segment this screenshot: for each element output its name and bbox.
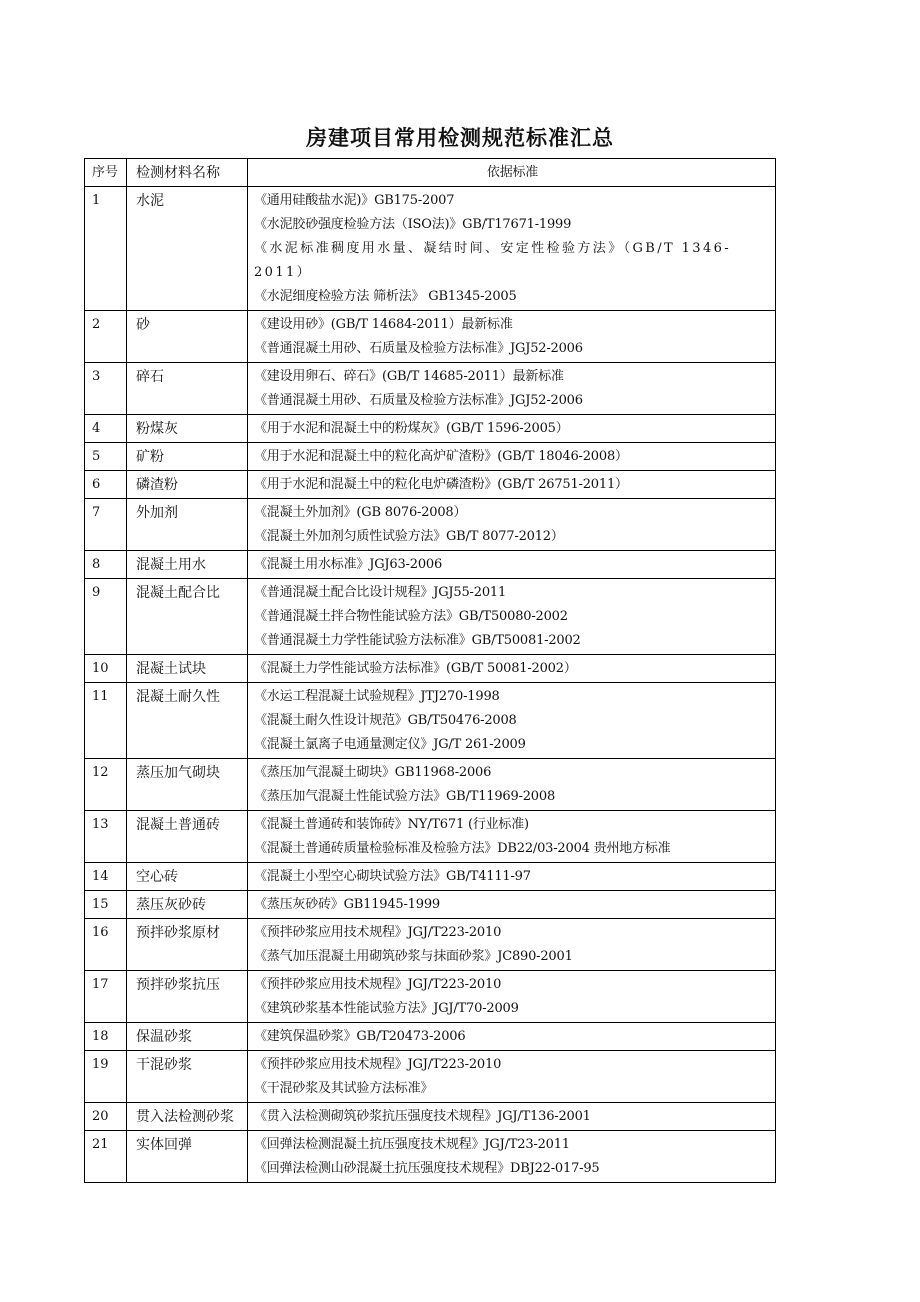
material-name: 干混砂浆: [127, 1051, 248, 1103]
material-name: 蒸压加气砌块: [127, 759, 248, 811]
table-row: [85, 655, 776, 683]
standard-item: 《回弹法检测混凝土抗压强度技术规程》JGJ/T23-2011: [254, 1137, 570, 1152]
standard-list: [248, 1131, 776, 1183]
material-name: 混凝土配合比: [127, 579, 248, 655]
table-row: [85, 683, 776, 759]
standard-item: 《建设用卵石、碎石》(GB/T 14685-2011）最新标准: [254, 369, 564, 384]
standard-item: 《混凝土外加剂》(GB 8076-2008）: [254, 505, 467, 520]
table-row: [85, 811, 776, 863]
standard-item: 《蒸气加压混凝土用砌筑砂浆与抹面砂浆》JC890-2001: [254, 949, 573, 964]
row-number: 1: [85, 187, 127, 311]
row-number: 13: [85, 811, 127, 863]
standard-item: 《普通混凝土配合比设计规程》JGJ55-2011: [254, 585, 507, 600]
standard-item: 《混凝土耐久性设计规范》GB/T50476-2008: [254, 713, 517, 728]
standard-item: 《混凝土外加剂匀质性试验方法》GB/T 8077-2012）: [254, 529, 564, 544]
standard-item: 《预拌砂浆应用技术规程》JGJ/T223-2010: [254, 925, 502, 940]
standard-item: 《回弹法检测山砂混凝土抗压强度技术规程》DBJ22-017-95: [254, 1161, 600, 1176]
row-number: 14: [85, 863, 127, 891]
row-number: 3: [85, 363, 127, 415]
material-name: 预拌砂浆原材: [127, 919, 248, 971]
material-name: 混凝土试块: [127, 655, 248, 683]
table-body: [85, 187, 776, 1183]
standard-list: [248, 363, 776, 415]
standard-item: 《混凝土力学性能试验方法标准》(GB/T 50081-2002）: [254, 661, 577, 676]
material-name: 实体回弹: [127, 1131, 248, 1183]
standard-item: 《建设用砂》(GB/T 14684-2011）最新标准: [254, 317, 513, 332]
standard-item: 《水泥标准稠度用水量、凝结时间、安定性检验方法》（GB/T 1346-2011）: [254, 241, 732, 280]
material-name: 粉煤灰: [127, 415, 248, 443]
standard-list: [248, 759, 776, 811]
material-name: 外加剂: [127, 499, 248, 551]
table-row: [85, 579, 776, 655]
row-number: 19: [85, 1051, 127, 1103]
material-name: 保温砂浆: [127, 1023, 248, 1051]
material-name: 混凝土普通砖: [127, 811, 248, 863]
material-name: 矿粉: [127, 443, 248, 471]
standard-item: 《普通混凝土拌合物性能试验方法》GB/T50080-2002: [254, 609, 568, 624]
standard-list: [248, 311, 776, 363]
standard-item: 《水泥细度检验方法 筛析法》 GB1345-2005: [254, 289, 517, 304]
standard-item: 《用于水泥和混凝土中的粒化电炉磷渣粉》(GB/T 26751-2011）: [254, 477, 628, 492]
table-row: [85, 499, 776, 551]
row-number: 21: [85, 1131, 127, 1183]
standard-list: [248, 443, 776, 471]
table-row: [85, 415, 776, 443]
standard-list: [248, 1051, 776, 1103]
standard-list: [248, 551, 776, 579]
table-row: [85, 1023, 776, 1051]
standard-list: [248, 471, 776, 499]
table-row: [85, 971, 776, 1023]
table-row: [85, 363, 776, 415]
standard-list: [248, 811, 776, 863]
standard-item: 《用于水泥和混凝土中的粉煤灰》(GB/T 1596-2005）: [254, 421, 569, 436]
row-number: 8: [85, 551, 127, 579]
row-number: 4: [85, 415, 127, 443]
table-row: [85, 1131, 776, 1183]
row-number: 20: [85, 1103, 127, 1131]
standard-item: 《混凝土普通砖和装饰砖》NY/T671 (行业标准): [254, 817, 529, 832]
standard-list: [248, 187, 776, 311]
standard-item: 《水运工程混凝土试验规程》JTJ270-1998: [254, 689, 500, 704]
table-row: [85, 1051, 776, 1103]
material-name: 蒸压灰砂砖: [127, 891, 248, 919]
table-row: [85, 759, 776, 811]
material-name: 水泥: [127, 187, 248, 311]
standard-item: 《蒸压加气混凝土砌块》GB11968-2006: [254, 765, 492, 780]
row-number: 2: [85, 311, 127, 363]
table-row: [85, 187, 776, 311]
table-row: [85, 471, 776, 499]
material-name: 砂: [127, 311, 248, 363]
standard-item: 《混凝土小型空心砌块试验方法》GB/T4111-97: [254, 869, 531, 884]
standard-list: [248, 499, 776, 551]
standard-item: 《普通混凝土用砂、石质量及检验方法标准》JGJ52-2006: [254, 341, 583, 356]
table-row: [85, 891, 776, 919]
standard-item: 《建筑砂浆基本性能试验方法》JGJ/T70-2009: [254, 1001, 519, 1016]
material-name: 贯入法检测砂浆: [127, 1103, 248, 1131]
standard-item: 《干混砂浆及其试验方法标准》: [254, 1081, 434, 1096]
material-name: 碎石: [127, 363, 248, 415]
row-number: 15: [85, 891, 127, 919]
standard-list: [248, 971, 776, 1023]
row-number: 5: [85, 443, 127, 471]
standard-item: 《混凝土用水标准》JGJ63-2006: [254, 557, 443, 572]
header-num: 序号: [85, 159, 127, 187]
standard-item: 《水泥胶砂强度检验方法（ISO法)》GB/T17671-1999: [254, 217, 572, 232]
standard-item: 《普通混凝土用砂、石质量及检验方法标准》JGJ52-2006: [254, 393, 583, 408]
standard-list: [248, 891, 776, 919]
standard-item: 《蒸压灰砂砖》GB11945-1999: [254, 897, 440, 912]
table-row: [85, 311, 776, 363]
header-standard: 依据标准: [248, 159, 776, 187]
standard-list: [248, 683, 776, 759]
table-header-row: [85, 159, 776, 187]
standard-item: 《通用硅酸盐水泥)》GB175-2007: [254, 193, 455, 208]
row-number: 12: [85, 759, 127, 811]
material-name: 空心砖: [127, 863, 248, 891]
row-number: 17: [85, 971, 127, 1023]
standard-list: [248, 863, 776, 891]
row-number: 6: [85, 471, 127, 499]
row-number: 9: [85, 579, 127, 655]
header-material: 检测材料名称: [127, 159, 248, 187]
standard-list: [248, 1023, 776, 1051]
table-row: [85, 863, 776, 891]
table-row: [85, 443, 776, 471]
table-row: [85, 1103, 776, 1131]
standard-item: 《预拌砂浆应用技术规程》JGJ/T223-2010: [254, 977, 502, 992]
table-row: [85, 919, 776, 971]
material-name: 磷渣粉: [127, 471, 248, 499]
material-name: 混凝土耐久性: [127, 683, 248, 759]
standard-item: 《用于水泥和混凝土中的粒化高炉矿渣粉》(GB/T 18046-2008）: [254, 449, 628, 464]
standard-item: 《预拌砂浆应用技术规程》JGJ/T223-2010: [254, 1057, 502, 1072]
standard-list: [248, 1103, 776, 1131]
row-number: 16: [85, 919, 127, 971]
standards-table: [84, 158, 776, 1183]
standard-item: 《普通混凝土力学性能试验方法标准》GB/T50081-2002: [254, 633, 581, 648]
standard-list: [248, 415, 776, 443]
material-name: 预拌砂浆抗压: [127, 971, 248, 1023]
page-title: 房建项目常用检测规范标准汇总: [306, 126, 614, 150]
standard-item: 《混凝土氯离子电通量测定仪》JG/T 261-2009: [254, 737, 526, 752]
row-number: 10: [85, 655, 127, 683]
standard-list: [248, 919, 776, 971]
standard-item: 《贯入法检测砌筑砂浆抗压强度技术规程》JGJ/T136-2001: [254, 1109, 591, 1124]
standard-list: [248, 579, 776, 655]
row-number: 18: [85, 1023, 127, 1051]
row-number: 7: [85, 499, 127, 551]
row-number: 11: [85, 683, 127, 759]
standard-item: 《蒸压加气混凝土性能试验方法》GB/T11969-2008: [254, 789, 556, 804]
standard-item: 《建筑保温砂浆》GB/T20473-2006: [254, 1029, 466, 1044]
material-name: 混凝土用水: [127, 551, 248, 579]
table-row: [85, 551, 776, 579]
standard-item: 《混凝土普通砖质量检验标准及检验方法》DB22/03-2004 贵州地方标准: [254, 841, 671, 856]
standard-list: [248, 655, 776, 683]
